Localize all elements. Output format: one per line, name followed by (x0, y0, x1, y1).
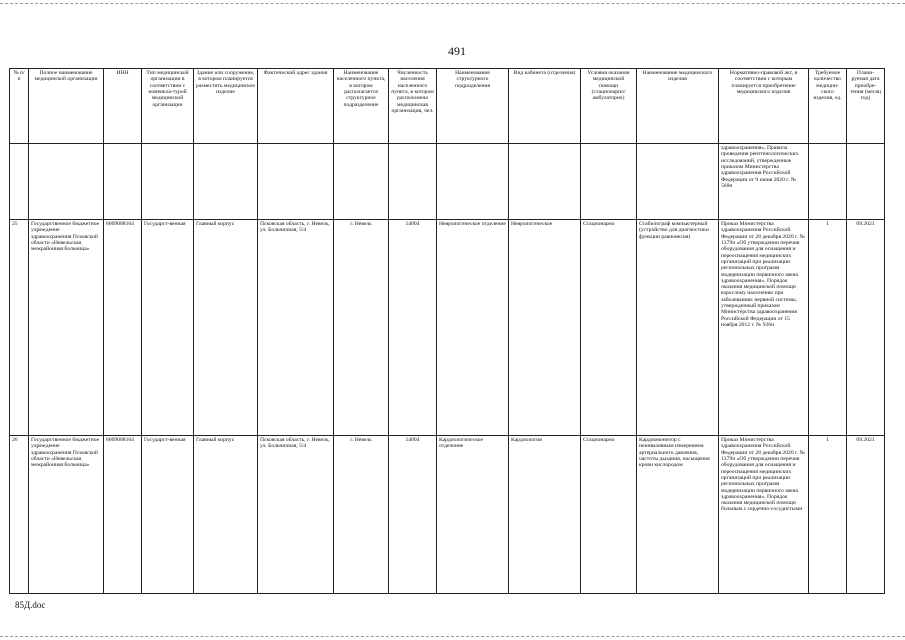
header-room: Вид кабинета (отделения) (509, 69, 581, 144)
row-inn: 6009008164 (104, 220, 142, 436)
row-act: Приказ Министерства здравоохранения Российской Федерации от 28 декабря 2020 г. № 1379н «Об утверждении перечня оборудования для оснащения и переоснащения медицинских организаций при реализации региональных программ модернизации первичного звена здравоохранения», Порядок оказания медицинской помощи больным с сердечно-сосудистыми (719, 436, 809, 594)
row-conditions: Стационарно (581, 220, 637, 436)
table-row-continuation (10, 144, 885, 220)
row-population: 14004 (389, 436, 437, 594)
row-address: Псковская область, г. Невель, ул. Больничная, 5/4 (258, 220, 334, 436)
header-date: Плани-руемая дата приобре-тения (месяц год) (847, 69, 885, 144)
row-unit: Кардиологическое отделение (437, 436, 509, 594)
header-population: Численность населения населенного пункта, в котором расположена медицинская организация, чел. (389, 69, 437, 144)
header-unit: Наименование структурного подразделения (437, 69, 509, 144)
row-population: 14004 (389, 220, 437, 436)
row-date: 09.2021 (847, 436, 885, 594)
row-conditions: Стационарно (581, 436, 637, 594)
header-address: Фактический адрес здания (258, 69, 334, 144)
table-row (10, 220, 885, 436)
footer-filename: 85Д.doc (15, 600, 46, 610)
row-unit: Неврологическое отделение (437, 220, 509, 436)
row-locality: г. Невель (334, 436, 389, 594)
header-building: Здание или сооружение, в котором планируется разместить медицинское изделие (194, 69, 258, 144)
row-type: Государст-венная (142, 436, 194, 594)
row-room: Неврологическое (509, 220, 581, 436)
page-number: 491 (448, 44, 466, 58)
header-org: Полное наименование медицинской организации (29, 69, 104, 144)
table-header-row (10, 69, 885, 144)
row-device: Кардиомонитор с неинвазивным измерением артериального давления, частоты дыхания, насыщения крови кислородом (637, 436, 719, 594)
row-org: Государственное бюджетное учреждение здравоохранения Псковской области «Невельская межрайонная больница» (29, 436, 104, 594)
row-qty: 1 (809, 436, 847, 594)
row-qty: 1 (809, 220, 847, 436)
row-building: Главный корпус (194, 436, 258, 594)
equipment-table (9, 68, 885, 594)
table-row (10, 436, 885, 594)
row-building: Главный корпус (194, 220, 258, 436)
row-act: Приказ Министерства здравоохранения Российской Федерации от 28 декабря 2020 г. № 1379н «Об утверждении перечня оборудования для оснащения и переоснащения медицинских организаций при реализации региональных программ модернизации первичного звена здравоохранения», Порядок оказания медицинской помощи взрослому населению при заболеваниях нервной системы, утвержденный приказом Министерства здравоохранения Российской Федерации от 15 ноября 2012 г. № 926н (719, 220, 809, 436)
row-room: Кардиология (509, 436, 581, 594)
scan-edge-bottom (0, 636, 905, 637)
row-device: Стабилограф компьютерный (устройство для диагностики функции равновесия) (637, 220, 719, 436)
header-device: Наименование медицинского изделия (637, 69, 719, 144)
scan-edge-top (0, 3, 905, 4)
row-type: Государст-венная (142, 220, 194, 436)
header-num: № п/п (10, 69, 29, 144)
row-address: Псковская область, г. Невель, ул. Больничная, 5/4 (258, 436, 334, 594)
row-org: Государственное бюджетное учреждение здравоохранения Псковской области «Невельская межрайонная больница» (29, 220, 104, 436)
row-num: 25 (10, 220, 29, 436)
continuation-act: здравоохранения», Правила проведения рентгенологических исследований, утвержденные приказом Министерства здравоохранения Российской Федерации от 9 июня 2020 г. № 560н (719, 144, 809, 220)
header-inn: ИНН (104, 69, 142, 144)
header-type: Тип медицинской организации в соответствии с номенкла-турой медицинской организации (142, 69, 194, 144)
header-locality: Наименование населенного пункта, в котором располагается структурное подразделение (334, 69, 389, 144)
row-date: 09.2021 (847, 220, 885, 436)
row-inn: 6009008164 (104, 436, 142, 594)
header-conditions: Условия оказания медицинской помощи (стационарно/ амбулаторно) (581, 69, 637, 144)
row-num: 26 (10, 436, 29, 594)
header-qty: Требуемое количество медицин-ского изделия, ед. (809, 69, 847, 144)
row-locality: г. Невель (334, 220, 389, 436)
header-act: Нормативно-правовой акт, в соответствии с которым планируется приобретение медицинского изделия (719, 69, 809, 144)
